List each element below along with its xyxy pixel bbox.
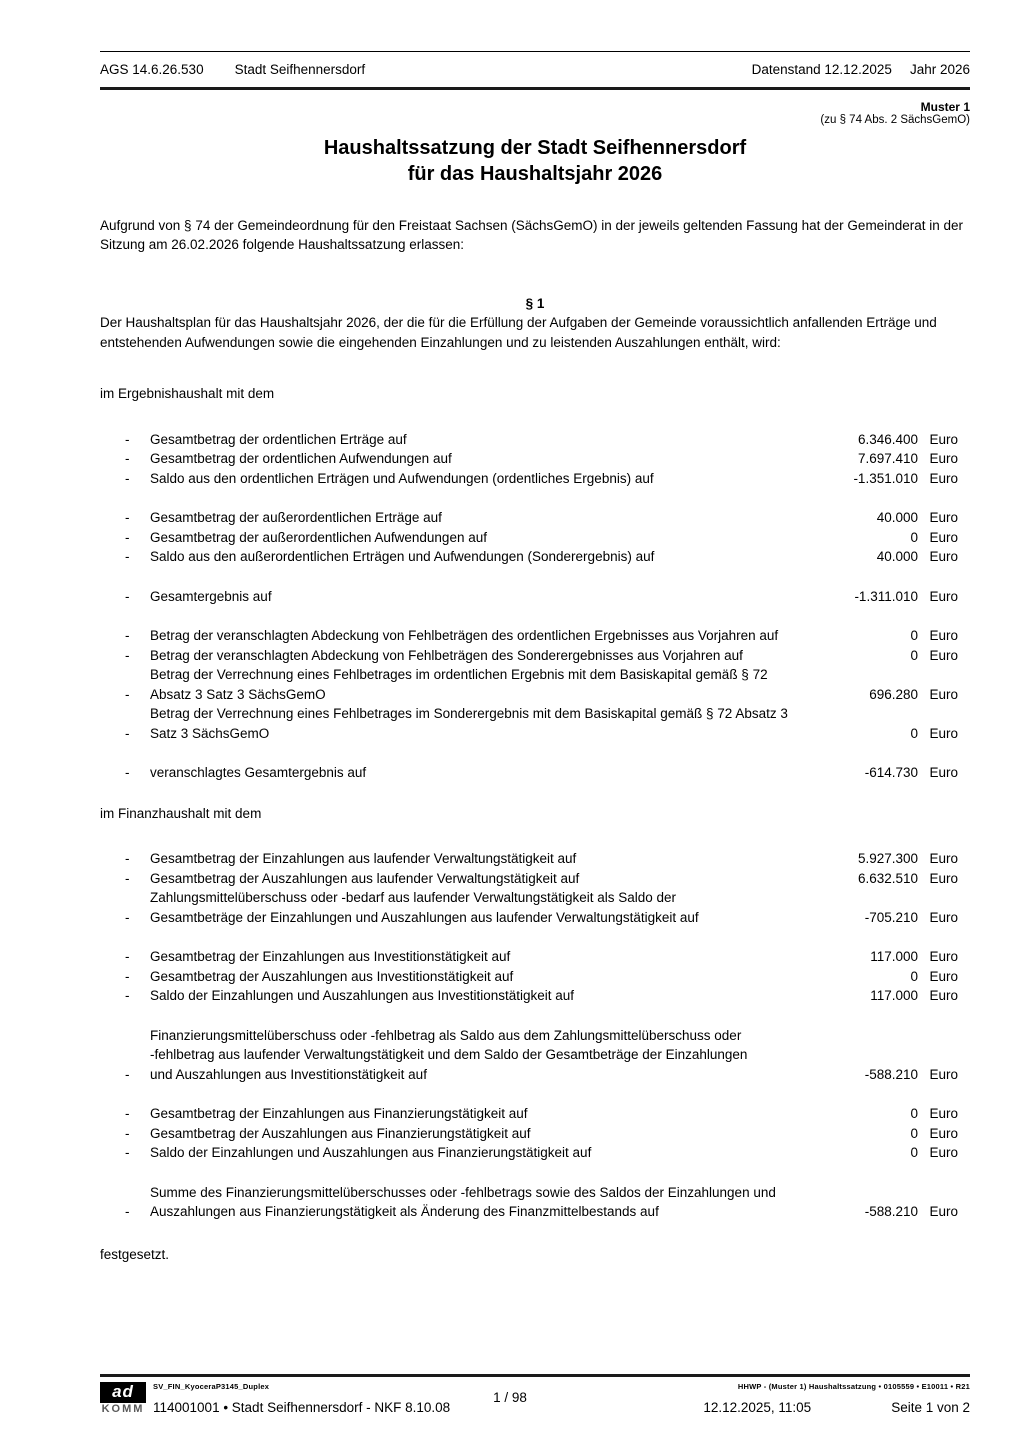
footer-left: [100, 1382, 450, 1416]
budget-row-unit: Euro: [929, 949, 958, 964]
budget-row-value: 0: [910, 1125, 918, 1141]
budget-row-value: 696.280: [869, 686, 918, 702]
dash-bullet: -: [125, 870, 130, 886]
finanzhaushalt-heading: im Finanzhaushalt mit dem: [100, 805, 262, 821]
budget-row: [100, 888, 970, 927]
budget-row-unit: Euro: [929, 549, 958, 564]
budget-row-value: 0: [910, 628, 918, 643]
budget-row-value: -614.730: [864, 765, 918, 780]
dash-bullet: -: [125, 588, 130, 604]
budget-row-unit: Euro: [929, 628, 958, 643]
header-city: Stadt Seifhennersdorf: [234, 62, 366, 77]
budget-row-unit: Euro: [929, 1106, 958, 1121]
budget-row-label: Saldo aus den außerordentlichen Erträgen und Aufwendungen (Sonderergebnis) auf: [150, 549, 655, 564]
dash-bullet: -: [125, 431, 130, 447]
budget-row-value: 5.927.300: [857, 851, 918, 866]
budget-row-unit: Euro: [929, 470, 958, 486]
section-1-paragraph: Der Haushaltsplan für das Haushaltsjahr 2026, der die für die Erfüllung der Aufgaben der Gemeinde voraussichtlich anfallenden Erträge und entstehenden Aufwendungen sowie die eingehenden Einzahlungen und zu leistenden Auszahlungen enthält, wird:: [100, 315, 937, 350]
budget-row: [100, 626, 970, 646]
budget-row: [100, 1143, 970, 1163]
budget-row-label: Saldo der Einzahlungen und Auszahlungen aus Investitionstätigkeit auf: [150, 988, 575, 1003]
budget-row-unit: Euro: [929, 1125, 958, 1141]
adkomm-logo-word: KOMM: [101, 1403, 145, 1415]
footer-right: [703, 1382, 970, 1416]
budget-row: [100, 587, 970, 607]
budget-row-label: Finanzierungsmittelüberschuss oder -fehlbetrag als Saldo aus dem Zahlungsmittelüberschuss oder -fehlbetrag aus laufender Verwaltungstätigkeit und dem Saldo der Gesamtbeträge der Einzahlungen und Auszahlungen aus Investitionstätigkeit auf: [150, 1027, 748, 1082]
ergebnishaushalt-heading: im Ergebnishaushalt mit dem: [100, 386, 275, 401]
budget-row-value: -588.210: [864, 1066, 918, 1082]
dash-bullet: -: [125, 686, 130, 702]
budget-row-value: 7.697.410: [857, 451, 918, 466]
page-footer: [100, 1374, 970, 1416]
budget-row-unit: Euro: [929, 988, 958, 1003]
budget-row-label: Gesamtbetrag der Einzahlungen aus Finanzierungstätigkeit auf: [150, 1106, 528, 1121]
budget-row-unit: Euro: [929, 1145, 958, 1160]
budget-row-label: Saldo der Einzahlungen und Auszahlungen aus Finanzierungstätigkeit auf: [150, 1145, 592, 1160]
dash-bullet: -: [125, 451, 130, 466]
document-title-line2: für das Haushaltsjahr 2026: [407, 162, 663, 185]
budget-row-value: -588.210: [864, 1204, 918, 1219]
budget-row-label: Gesamtbetrag der Auszahlungen aus laufender Verwaltungstätigkeit auf: [150, 870, 580, 886]
page-header: [100, 51, 970, 90]
budget-row: [100, 1124, 970, 1144]
dash-bullet: -: [125, 851, 130, 866]
budget-row-label: Zahlungsmittelüberschuss oder -bedarf aus laufender Verwaltungstätigkeit als Saldo der Gesamtbeträge der Einzahlungen und Auszahlungen aus laufender Verwaltungstätigkeit auf: [150, 890, 699, 925]
budget-row: [100, 665, 970, 704]
budget-row-value: -705.210: [864, 909, 918, 925]
budget-row-label: Betrag der veranschlagten Abdeckung von Fehlbeträgen des ordentlichen Ergebnisses aus Vorjahren auf: [150, 628, 779, 643]
budget-row-unit: Euro: [929, 851, 958, 866]
section-1-heading: § 1: [525, 295, 545, 311]
budget-row-label: Gesamtbetrag der ordentlichen Erträge auf: [150, 431, 407, 447]
budget-row-label: veranschlagtes Gesamtergebnis auf: [150, 765, 367, 780]
budget-row-unit: Euro: [929, 765, 958, 780]
budget-row-label: Saldo aus den ordentlichen Erträgen und Aufwendungen (ordentliches Ergebnis) auf: [150, 470, 654, 486]
muster-block: [100, 101, 970, 128]
dash-bullet: -: [125, 1106, 130, 1121]
dash-bullet: -: [125, 968, 130, 984]
adkomm-logo-mark: ad: [100, 1382, 146, 1403]
budget-row-label: Gesamtbetrag der außerordentlichen Erträge auf: [150, 510, 442, 525]
header-ags: AGS 14.6.26.530: [100, 62, 204, 77]
intro-paragraph: Aufgrund von § 74 der Gemeindeordnung für den Freistaat Sachsen (SächsGemO) in der jeweils geltenden Fassung hat der Gemeinderat in der Sitzung am 26.02.2026 folgende Haushaltssatzung erlassen:: [100, 217, 963, 252]
closing-text: festgesetzt.: [100, 1246, 170, 1262]
budget-row: [100, 469, 970, 489]
budget-row-value: 0: [910, 1106, 918, 1121]
budget-row: [100, 1026, 970, 1085]
budget-row-unit: Euro: [929, 725, 958, 741]
budget-row: [100, 1104, 970, 1124]
budget-row-value: 0: [910, 647, 918, 663]
budget-row-value: -1.311.010: [854, 588, 918, 604]
dash-bullet: -: [125, 529, 130, 545]
header-left: [100, 60, 365, 80]
budget-row: [100, 947, 970, 967]
budget-row: [100, 763, 970, 783]
budget-row: [100, 849, 970, 869]
budget-row-unit: Euro: [929, 870, 958, 886]
budget-row-value: 117.000: [870, 949, 918, 964]
dash-bullet: -: [125, 1145, 130, 1160]
budget-row-value: 0: [910, 725, 918, 741]
header-jahr: Jahr 2026: [909, 62, 970, 77]
budget-row-label: Gesamtbetrag der Einzahlungen aus Investitionstätigkeit auf: [150, 949, 511, 964]
budget-row-label: Gesamtbetrag der außerordentlichen Aufwendungen auf: [150, 529, 487, 545]
document-title-line1: Haushaltssatzung der Stadt Seifhennersdorf: [323, 136, 747, 159]
budget-row-value: 0: [910, 1145, 918, 1160]
budget-row: [100, 869, 970, 889]
budget-row-unit: Euro: [929, 909, 958, 925]
header-right: [752, 60, 970, 80]
budget-row-unit: Euro: [929, 431, 958, 447]
budget-row-unit: Euro: [929, 510, 958, 525]
dash-bullet: -: [125, 909, 130, 925]
dash-bullet: -: [125, 549, 130, 564]
budget-row-label: Betrag der Verrechnung eines Fehlbetrages im Sonderergebnis mit dem Basiskapital gemäß § 72 Absatz 3 Satz 3 SächsGemO: [150, 706, 788, 741]
dash-bullet: -: [125, 765, 130, 780]
budget-row-unit: Euro: [929, 686, 958, 702]
dash-bullet: -: [125, 510, 130, 525]
dash-bullet: -: [125, 647, 130, 663]
dash-bullet: -: [125, 1125, 130, 1141]
budget-row-label: Gesamtbetrag der Auszahlungen aus Investitionstätigkeit auf: [150, 968, 514, 984]
budget-row-unit: Euro: [929, 647, 958, 663]
dash-bullet: -: [125, 725, 130, 741]
budget-row-value: 6.346.400: [857, 431, 918, 447]
budget-row-unit: Euro: [929, 968, 958, 984]
budget-row-value: 6.632.510: [857, 870, 918, 886]
ergebnishaushalt-rows: [100, 430, 970, 783]
budget-row: [100, 646, 970, 666]
budget-row-value: 40.000: [876, 549, 918, 564]
budget-row-unit: Euro: [929, 1204, 958, 1219]
finanzhaushalt-rows: [100, 849, 970, 1222]
muster-reference: (zu § 74 Abs. 2 SächsGemO): [820, 114, 970, 126]
budget-row-label: Gesamtergebnis auf: [150, 588, 272, 604]
budget-row-value: 40.000: [876, 510, 918, 525]
dash-bullet: -: [125, 1204, 130, 1219]
footer-page-label: Seite 1 von 2: [891, 1400, 970, 1415]
budget-row: [100, 528, 970, 548]
footer-right-row: [703, 1399, 970, 1416]
budget-row-unit: Euro: [929, 1066, 958, 1082]
dash-bullet: -: [125, 470, 130, 486]
budget-row-unit: Euro: [929, 451, 958, 466]
footer-page-fraction: 1 / 98: [493, 1390, 527, 1405]
footer-device-line: SV_FIN_KyoceraP3145_Duplex: [153, 1382, 270, 1391]
budget-row: [100, 430, 970, 450]
dash-bullet: -: [125, 988, 130, 1003]
dash-bullet: -: [125, 628, 130, 643]
budget-row: [100, 508, 970, 528]
budget-row-label: Gesamtbetrag der Einzahlungen aus laufender Verwaltungstätigkeit auf: [150, 851, 577, 866]
budget-row: [100, 449, 970, 469]
budget-row-unit: Euro: [929, 588, 958, 604]
budget-row-label: Gesamtbetrag der Auszahlungen aus Finanzierungstätigkeit auf: [150, 1125, 531, 1141]
budget-row-label: Betrag der Verrechnung eines Fehlbetrages im ordentlichen Ergebnis mit dem Basiskapital gemäß § 72 Absatz 3 Satz 3 SächsGemO: [150, 667, 768, 702]
footer-org-line: 114001001 • Stadt Seifhennersdorf - NKF 8.10.08: [153, 1400, 451, 1415]
muster-label: Muster 1: [920, 99, 970, 114]
budget-row-label: Summe des Finanzierungsmittelüberschusses oder -fehlbetrags sowie des Saldos der Einzahlungen und Auszahlungen aus Finanzierungstätigkeit als Änderung des Finanzmittelbestands auf: [150, 1184, 776, 1219]
footer-datetime: 12.12.2025, 11:05: [703, 1400, 812, 1415]
budget-row-value: -1.351.010: [853, 470, 918, 486]
budget-row: [100, 1183, 970, 1222]
budget-row: [100, 986, 970, 1006]
budget-row-value: 0: [910, 968, 918, 984]
header-datenstand: Datenstand 12.12.2025: [751, 62, 892, 77]
dash-bullet: -: [125, 1066, 130, 1082]
budget-row: [100, 704, 970, 743]
budget-row-value: 117.000: [870, 988, 918, 1003]
dash-bullet: -: [125, 949, 130, 964]
budget-row: [100, 967, 970, 987]
budget-row-label: Betrag der veranschlagten Abdeckung von Fehlbeträgen des Sonderergebnisses aus Vorjahren auf: [150, 647, 743, 663]
footer-report-line: HHWP - (Muster 1) Haushaltssatzung • 0105559 • E10011 • R21: [737, 1382, 970, 1391]
footer-left-text: [153, 1382, 450, 1416]
adkomm-logo: [100, 1382, 146, 1416]
document-title: [100, 135, 970, 187]
budget-row-unit: Euro: [929, 529, 958, 545]
budget-row-value: 0: [910, 529, 918, 545]
budget-row-label: Gesamtbetrag der ordentlichen Aufwendungen auf: [150, 451, 452, 466]
budget-row: [100, 547, 970, 567]
